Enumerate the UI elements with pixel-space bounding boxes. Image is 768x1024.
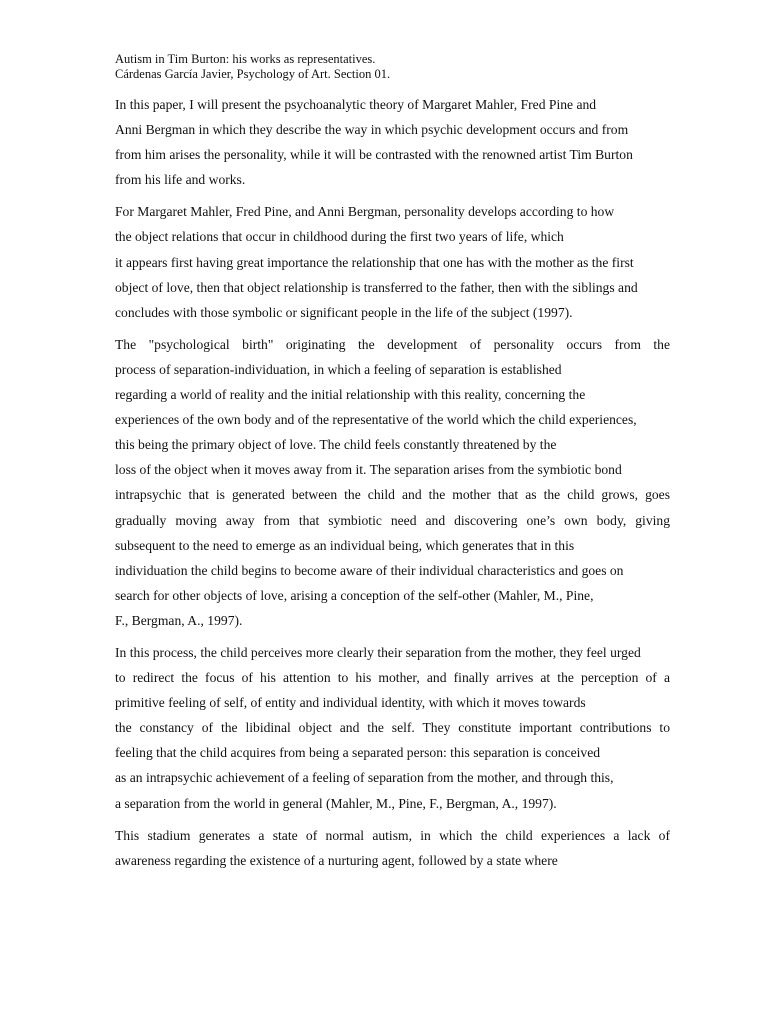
text-line: In this paper, I will present the psychoanalytic theory of Margaret Mahler, Fred Pine and <box>115 97 597 112</box>
text-line: object of love, then that object relationship is transferred to the father, then with the siblings and <box>115 279 638 295</box>
text-line: to redirect the focus of his attention to his mother, and finally arrives at the perception of a <box>115 670 670 686</box>
text-line: F., Bergman, A., 1997). <box>115 612 243 628</box>
text-line: search for other objects of love, arising a conception of the self-other (Mahler, M., Pine, <box>115 587 594 603</box>
text-line: The "psychological birth" originating the development of personality occurs from the <box>115 336 670 352</box>
text-line: process of separation-individuation, in which a feeling of separation is established <box>115 361 562 377</box>
text-line: from his life and works. <box>115 172 246 188</box>
document-body <box>115 92 670 880</box>
text-line: This stadium generates a state of normal autism, in which the child experiences a lack of <box>115 827 670 843</box>
text-line: feeling that the child acquires from being a separated person: this separation is conceived <box>115 745 601 761</box>
paragraph-2 <box>115 199 670 324</box>
paragraph-3 <box>115 332 670 633</box>
text-line: loss of the object when it moves away from it. The separation arises from the symbiotic bond <box>115 462 622 478</box>
text-line: a separation from the world in general (Mahler, M., Pine, F., Bergman, A., 1997). <box>115 795 557 811</box>
text-line: the object relations that occur in childhood during the first two years of life, which <box>115 229 564 245</box>
text-line: from him arises the personality, while it will be contrasted with the renowned artist Tim Burton <box>115 147 633 163</box>
document-title: Autism in Tim Burton: his works as representatives. <box>115 52 376 66</box>
paragraph-1 <box>115 92 670 192</box>
text-line: subsequent to the need to emerge as an individual being, which generates that in this <box>115 537 575 553</box>
text-line: the constancy of the libidinal object and the self. They constitute important contributions to <box>115 720 670 736</box>
text-line: regarding a world of reality and the initial relationship with this reality, concerning the <box>115 387 586 403</box>
text-line: awareness regarding the existence of a nurturing agent, followed by a state where <box>115 852 558 868</box>
author-line: Cárdenas García Javier, Psychology of Art. Section 01. <box>115 67 391 81</box>
text-line: this being the primary object of love. The child feels constantly threatened by the <box>115 437 557 453</box>
text-line: concludes with those symbolic or significant people in the life of the subject (1997). <box>115 304 573 320</box>
paragraph-5 <box>115 823 670 873</box>
text-line: primitive feeling of self, of entity and individual identity, with which it moves towards <box>115 695 586 711</box>
text-line: experiences of the own body and of the representative of the world which the child experiences, <box>115 412 637 428</box>
text-line: For Margaret Mahler, Fred Pine, and Anni Bergman, personality develops according to how <box>115 204 615 220</box>
text-line: gradually moving away from that symbiotic need and discovering one’s own body, giving <box>115 512 670 528</box>
text-line: individuation the child begins to become aware of their individual characteristics and goes on <box>115 562 624 578</box>
text-line: as an intrapsychic achievement of a feeling of separation from the mother, and through this, <box>115 770 614 786</box>
text-line: In this process, the child perceives more clearly their separation from the mother, they feel urged <box>115 644 641 660</box>
text-line: Anni Bergman in which they describe the way in which psychic development occurs and from <box>115 122 629 138</box>
document-header <box>115 52 675 82</box>
text-line: intrapsychic that is generated between the child and the mother that as the child grows, goes <box>115 487 670 503</box>
text-line: it appears first having great importance the relationship that one has with the mother as the first <box>115 254 634 270</box>
paragraph-4 <box>115 640 670 816</box>
